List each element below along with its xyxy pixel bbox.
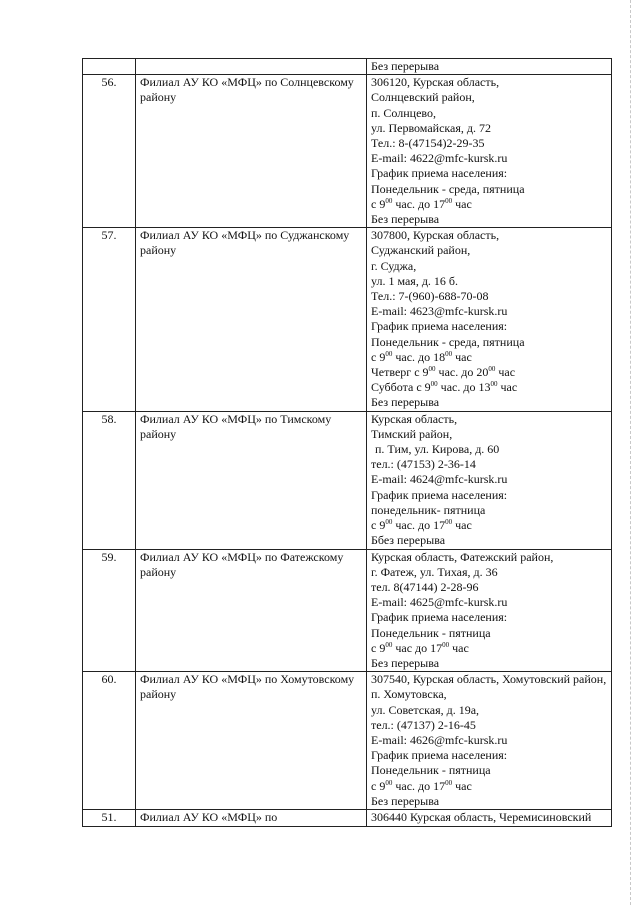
address-line: Курская область, Фатежский район, (371, 549, 554, 564)
row-number: 59. (101, 549, 117, 564)
superscript-minutes: 00 (385, 349, 393, 358)
schedule-hours (371, 641, 607, 656)
row-number: 51. (101, 809, 117, 824)
branch-info-cell (367, 228, 612, 411)
branch-name: Филиал АУ КО «МФЦ» по Фатежскому району (140, 549, 344, 579)
row-number-cell (83, 411, 136, 549)
email-text: E-mail: 4623@mfc-kursk.ru (371, 304, 508, 319)
schedule-label: График приема населения: (371, 487, 508, 502)
row-number-cell (83, 59, 136, 75)
phone-text: тел.: (47137) 2-16-45 (371, 717, 476, 732)
break-text: Ббез перерыва (371, 533, 446, 548)
branch-name: Филиал АУ КО «МФЦ» по (140, 809, 278, 824)
address-line: г. Фатеж, ул. Тихая, д. 36 (371, 564, 498, 579)
address-line: Тимский район, (371, 426, 453, 441)
table-row-continuation (83, 59, 612, 75)
schedule-label: График приема населения: (371, 319, 508, 334)
superscript-minutes: 00 (385, 196, 393, 205)
break-text: Без перерыва (371, 395, 440, 410)
address-block (371, 412, 607, 458)
schedule-hours-line: с $9^{00}$ час. до $17^{00}$ час (371, 196, 472, 211)
schedule-days: Понедельник - среда, пятница (371, 334, 525, 349)
schedule-days: Понедельник - среда, пятница (371, 181, 525, 196)
break-text: Без перерыва (371, 793, 440, 808)
phone-text: тел. 8(47144) 2-28-96 (371, 579, 479, 594)
schedule-label: График приема населения: (371, 166, 508, 181)
address-line: Курская область, (371, 411, 458, 426)
address-line: п. Солнцево, (371, 105, 437, 120)
address-block (371, 228, 607, 289)
mfc-branches-table (82, 58, 612, 827)
branch-info-cell (367, 59, 612, 75)
row-number: 60. (101, 672, 117, 687)
table-row-60 (83, 672, 612, 810)
schedule-days: Понедельник - пятница (371, 625, 491, 640)
schedule-hours (371, 779, 607, 794)
schedule-hours (371, 350, 607, 396)
address-line: 307800, Курская область, (371, 228, 500, 243)
row-number-cell (83, 672, 136, 810)
address-line: 307540, Курская область, Хомутовский район, (371, 672, 607, 687)
address-line: Суджанский район, (371, 243, 471, 258)
branch-name-cell (136, 228, 367, 411)
schedule-hours-line: Суббота с $9^{00}$ час. до $13^{00}$ час (371, 380, 518, 395)
schedule-hours-line: с $9^{00}$ час. до $17^{00}$ час (371, 518, 472, 533)
schedule-hours-line: с $9^{00}$ час до $17^{00}$ час (371, 640, 469, 655)
schedule-days: Понедельник - пятница (371, 763, 491, 778)
row-number-cell (83, 549, 136, 672)
superscript-minutes: 00 (385, 778, 393, 787)
branch-name: Филиал АУ КО «МФЦ» по Солнцевскому району (140, 75, 354, 105)
superscript-minutes: 00 (428, 365, 436, 374)
address-line: ул. Советская, д. 19а, (371, 702, 480, 717)
branch-name-cell (136, 549, 367, 672)
address-line: Солнцевский район, (371, 90, 475, 105)
schedule-hours-line: Четверг с $9^{00}$ час. до $20^{00}$ час (371, 365, 516, 380)
row-number-cell (83, 809, 136, 826)
schedule-days: понедельник- пятница (371, 502, 486, 517)
branch-name-cell (136, 75, 367, 228)
address-line: ул. Первомайская, д. 72 (371, 120, 491, 135)
address-line: г. Суджа, (371, 258, 417, 273)
address-block (371, 672, 607, 718)
schedule-label: График приема населения: (371, 610, 508, 625)
address-block (371, 75, 607, 136)
address-line: п. Тим, ул. Кирова, д. 60 (375, 442, 500, 457)
email-text: E-mail: 4625@mfc-kursk.ru (371, 595, 508, 610)
row-number: 56. (101, 75, 117, 90)
branch-info-cell (367, 411, 612, 549)
schedule-hours (371, 518, 607, 533)
table-row-partial (83, 809, 612, 826)
break-text: Без перерыва (371, 59, 440, 73)
table-row-56 (83, 75, 612, 228)
superscript-minutes: 00 (430, 380, 438, 389)
branch-name-cell (136, 672, 367, 810)
schedule-hours-line: с $9^{00}$ час. до $17^{00}$ час (371, 778, 472, 793)
branch-name-cell (136, 809, 367, 826)
row-number: 58. (101, 411, 117, 426)
email-text: E-mail: 4622@mfc-kursk.ru (371, 151, 508, 166)
branch-info-cell (367, 75, 612, 228)
page-edge-line (630, 0, 632, 905)
row-number: 57. (101, 228, 117, 243)
superscript-minutes: 00 (445, 518, 453, 527)
address-line: 306120, Курская область, (371, 75, 500, 90)
table-row-58 (83, 411, 612, 549)
superscript-minutes: 00 (442, 640, 450, 649)
superscript-minutes: 00 (445, 349, 453, 358)
address-line: п. Хомутовска, (371, 687, 447, 702)
address-line: ул. 1 мая, д. 16 б. (371, 273, 459, 288)
schedule-label: График приема населения: (371, 748, 508, 763)
superscript-minutes: 00 (385, 640, 393, 649)
branch-info-cell (367, 549, 612, 672)
address-line: 306440 Курская область, Черемисиновский (371, 809, 592, 824)
branch-info-cell (367, 809, 612, 826)
branch-name-cell (136, 411, 367, 549)
schedule-hours-line: с $9^{00}$ час. до $18^{00}$ час (371, 349, 472, 364)
superscript-minutes: 00 (488, 365, 496, 374)
superscript-minutes: 00 (490, 380, 498, 389)
phone-text: Тел.: 7-(960)-688-70-08 (371, 289, 489, 304)
phone-text: Тел.: 8-(47154)2-29-35 (371, 136, 485, 151)
break-text: Без перерыва (371, 212, 440, 227)
branch-info-cell (367, 672, 612, 810)
email-text: E-mail: 4626@mfc-kursk.ru (371, 732, 508, 747)
address-block (371, 550, 607, 580)
table-row-57 (83, 228, 612, 411)
row-number-cell (83, 75, 136, 228)
schedule-hours (371, 197, 607, 212)
phone-text: тел.: (47153) 2-36-14 (371, 457, 476, 472)
break-text: Без перерыва (371, 655, 440, 670)
branch-name: Филиал АУ КО «МФЦ» по Тимскому району (140, 411, 332, 441)
row-number-cell (83, 228, 136, 411)
branch-name: Филиал АУ КО «МФЦ» по Суджанскому району (140, 228, 350, 258)
email-text: E-mail: 4624@mfc-kursk.ru (371, 472, 508, 487)
branch-name-cell (136, 59, 367, 75)
superscript-minutes: 00 (385, 518, 393, 527)
branch-name: Филиал АУ КО «МФЦ» по Хомутовскому району (140, 672, 355, 702)
table-row-59 (83, 549, 612, 672)
superscript-minutes: 00 (445, 778, 453, 787)
superscript-minutes: 00 (445, 196, 453, 205)
